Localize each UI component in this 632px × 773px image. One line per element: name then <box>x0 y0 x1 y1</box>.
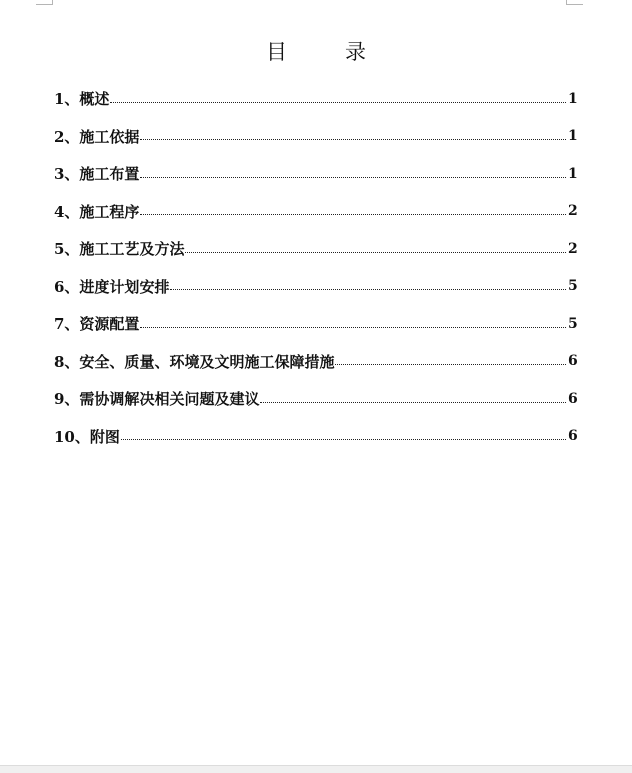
toc-entry-label: 1、概述 <box>54 90 110 109</box>
toc-entry-2[interactable] <box>54 118 577 156</box>
toc-entry-label: 2、施工依据 <box>54 127 140 146</box>
toc-leader-dots <box>140 139 566 140</box>
toc-entry-6[interactable] <box>54 268 577 306</box>
toc-leader-dots <box>140 327 566 328</box>
toc-leader-dots <box>185 252 566 253</box>
toc-page-number: 6 <box>568 390 578 407</box>
toc-leader-dots <box>140 177 566 178</box>
toc-entry-label: 7、资源配置 <box>54 315 140 334</box>
toc-entry-label: 4、施工程序 <box>54 202 140 221</box>
toc-entry-10[interactable] <box>54 418 577 456</box>
title-char-right: 录 <box>345 40 366 64</box>
toc-entry-7[interactable] <box>54 305 577 343</box>
toc-entry-3[interactable] <box>54 155 577 193</box>
toc-entry-label: 5、施工工艺及方法 <box>54 240 185 259</box>
toc-page-number: 1 <box>568 90 578 107</box>
toc-entry-label: 9、需协调解决相关问题及建议 <box>54 390 260 409</box>
crop-mark-top-left <box>36 0 53 5</box>
toc-page-number: 6 <box>568 353 578 370</box>
toc-entry-label: 6、进度计划安排 <box>54 277 170 296</box>
toc-entry-label: 8、安全、质量、环境及文明施工保障措施 <box>54 352 335 371</box>
toc-entry-9[interactable] <box>54 380 577 418</box>
toc-entry-4[interactable] <box>54 193 577 231</box>
title-char-left: 目 <box>266 40 287 64</box>
toc-leader-dots <box>260 402 566 403</box>
toc-page-number: 6 <box>568 428 578 445</box>
table-of-contents <box>54 80 577 455</box>
toc-leader-dots <box>121 439 566 440</box>
toc-entry-label: 10、附图 <box>54 427 120 446</box>
toc-page-number: 5 <box>568 315 578 332</box>
toc-page-number: 1 <box>568 165 578 182</box>
crop-mark-top-right <box>566 0 583 5</box>
toc-page-number: 1 <box>568 128 578 145</box>
page-bottom-edge <box>0 765 632 773</box>
toc-entry-label: 3、施工布置 <box>54 165 140 184</box>
toc-entry-8[interactable] <box>54 343 577 381</box>
toc-page-number: 2 <box>568 240 578 257</box>
toc-leader-dots <box>140 214 566 215</box>
toc-entry-5[interactable] <box>54 230 577 268</box>
toc-page-number: 5 <box>568 278 578 295</box>
toc-page-number: 2 <box>568 203 578 220</box>
toc-leader-dots <box>335 364 566 365</box>
toc-entry-1[interactable] <box>54 80 577 118</box>
toc-leader-dots <box>170 289 566 290</box>
page-title <box>0 38 632 66</box>
toc-leader-dots <box>110 102 566 103</box>
